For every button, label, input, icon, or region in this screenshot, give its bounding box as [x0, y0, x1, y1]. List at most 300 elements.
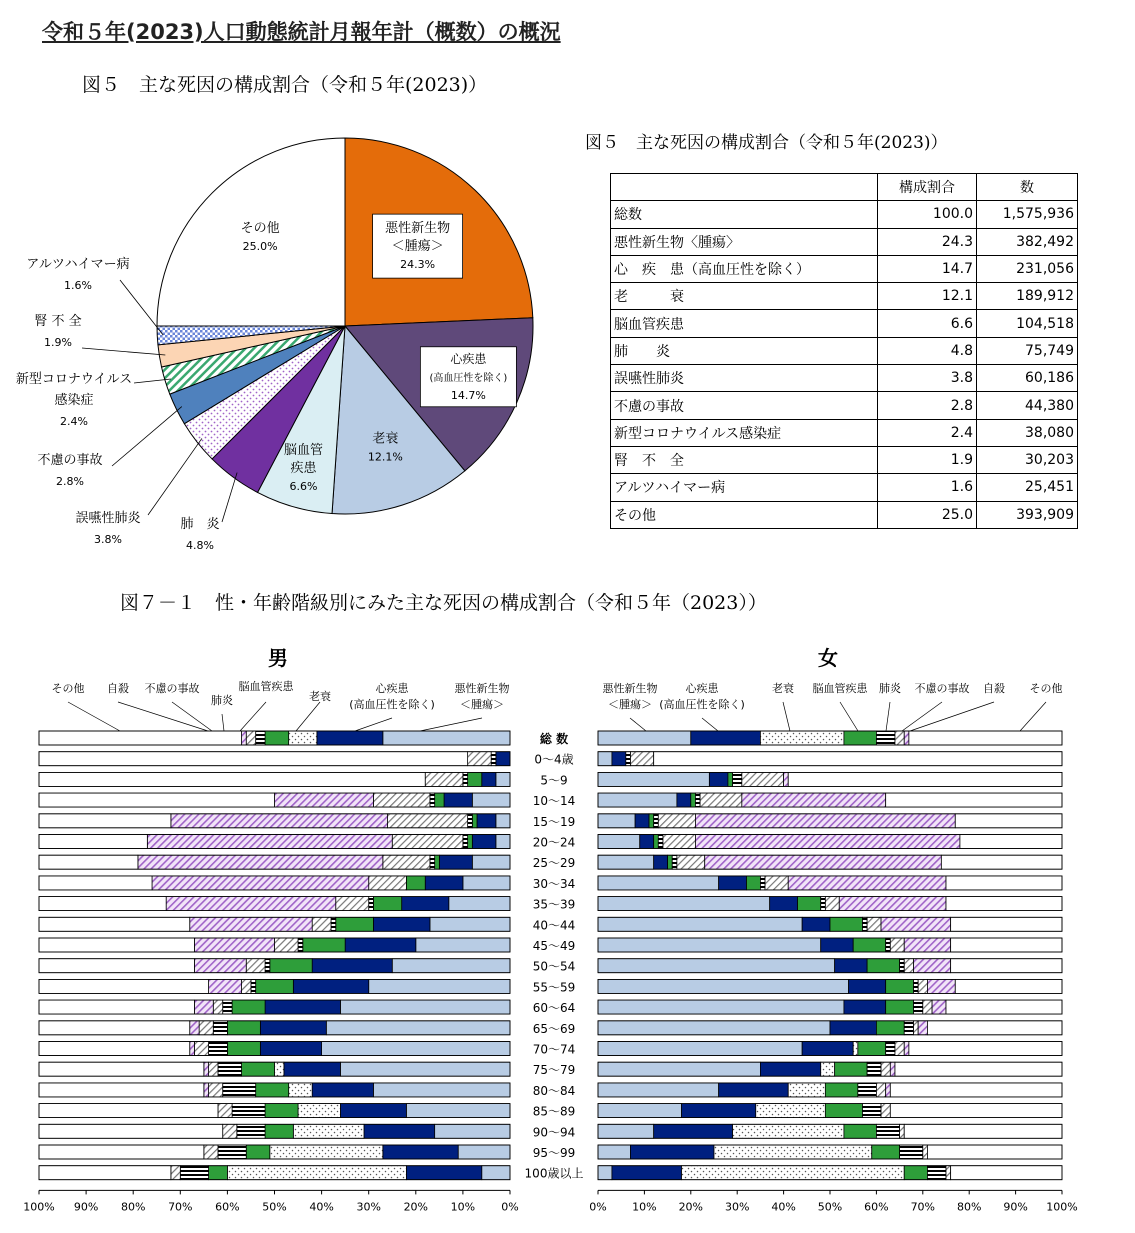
female-bar-heart — [630, 1145, 714, 1159]
figure7-1-title: 図７－１ 性・年齢階級別にみた主な死因の構成割合（令和５年（2023）） — [120, 592, 767, 614]
female-bar-accident — [663, 835, 695, 849]
male-legend-leader — [172, 702, 212, 731]
pie-label-other: その他 — [240, 221, 280, 237]
table-row — [611, 337, 1078, 364]
table-cell-pct: 24.3 — [878, 228, 977, 255]
female-bar-other — [955, 979, 1062, 993]
table-cell-cause: その他 — [611, 501, 878, 528]
female-bar-other — [890, 1104, 1062, 1118]
male-bar-stroke — [336, 917, 374, 931]
female-bar-stroke — [654, 835, 659, 849]
female-bar-suicide — [918, 1021, 927, 1035]
table-header-pct: 構成割合 — [878, 174, 977, 201]
male-bar-heart — [293, 979, 368, 993]
female-bar-suicide — [932, 1000, 946, 1014]
table-row — [611, 419, 1078, 446]
female-bar-cancer — [598, 731, 691, 745]
male-legend-leader — [222, 714, 224, 731]
male-legend-leader — [420, 718, 482, 731]
table-cell-pct: 2.4 — [878, 419, 977, 446]
pie-label-pneumonia: 4.8% — [186, 539, 214, 552]
female-bar-stroke — [798, 897, 821, 911]
female-bar-cancer — [598, 835, 640, 849]
male-bar-suicide — [204, 1062, 209, 1076]
male-bar-heart — [317, 731, 383, 745]
table-cell-pct: 25.0 — [878, 501, 977, 528]
male-bar-cancer — [340, 1000, 510, 1014]
row-label: 60～64 — [532, 1001, 576, 1016]
female-bar-other — [946, 876, 1062, 890]
female-bar-pneumonia — [760, 876, 765, 890]
male-bar-stroke — [270, 959, 312, 973]
female-bar-heart — [691, 731, 761, 745]
female-bar-accident — [658, 814, 695, 828]
male-bar-other — [39, 835, 147, 849]
male-bar-heart — [482, 772, 496, 786]
male-bar-other — [39, 1145, 204, 1159]
table-cell-pct: 1.9 — [878, 446, 977, 473]
table-cell-count: 60,186 — [977, 365, 1078, 392]
female-bar-cancer — [598, 897, 770, 911]
male-bar-other — [39, 731, 242, 745]
female-bar-pneumonia — [672, 855, 677, 869]
pie-label-other: 25.0% — [242, 240, 278, 254]
male-legend-label: 老衰 — [309, 690, 331, 703]
female-bar-senility — [733, 1124, 844, 1138]
male-bar-stroke — [472, 814, 477, 828]
male-bar-pneumonia — [430, 855, 435, 869]
table-cell-cause: 腎 不 全 — [611, 446, 878, 473]
female-bar-heart — [830, 1021, 876, 1035]
female-bar-accident — [630, 752, 653, 766]
female-bar-pneumonia — [900, 959, 905, 973]
table-title: 図５ 主な死因の構成割合（令和５年(2023)） — [585, 133, 948, 153]
female-bar-cancer — [598, 1042, 802, 1056]
male-legend-leader — [355, 718, 392, 731]
female-bar-accident — [904, 959, 913, 973]
female-bar-accident — [867, 917, 881, 931]
male-bar-accident — [246, 731, 255, 745]
female-bar-stroke — [867, 959, 899, 973]
female-legend-label: (高血圧性を除く) — [659, 698, 745, 711]
male-bar-accident — [468, 752, 492, 766]
table-cell-pct: 14.7 — [878, 255, 977, 282]
female-bar-pneumonia — [886, 1042, 895, 1056]
female-x-tick-label: 40% — [771, 1200, 796, 1214]
male-bar-heart — [340, 1104, 406, 1118]
female-bar-accident — [677, 855, 705, 869]
female-bar-stroke — [825, 1104, 862, 1118]
table-cell-count: 38,080 — [977, 419, 1078, 446]
row-label: 35～39 — [532, 897, 576, 912]
table-cell-pct: 3.8 — [878, 365, 977, 392]
female-bar-accident — [918, 979, 927, 993]
male-bar-senility — [289, 1083, 313, 1097]
male-bar-cancer — [458, 1145, 510, 1159]
male-bar-other — [39, 1062, 204, 1076]
female-bar-heart — [677, 793, 691, 807]
female-bar-suicide — [904, 938, 950, 952]
female-bar-other — [654, 752, 1062, 766]
male-bar-suicide — [194, 1000, 213, 1014]
row-label: 90～94 — [532, 1125, 576, 1140]
pie-label-covid: 新型コロナウイルス — [15, 372, 133, 387]
row-label: 30～34 — [532, 876, 576, 891]
female-bar-stroke — [858, 1042, 886, 1056]
male-bar-accident — [373, 793, 430, 807]
female-bar-pneumonia — [900, 1145, 923, 1159]
table-row — [611, 392, 1078, 419]
male-legend-leader — [118, 702, 208, 731]
female-bar-accident — [876, 1083, 885, 1097]
male-bar-heart — [265, 1000, 340, 1014]
female-bar-accident — [881, 1062, 890, 1076]
row-label: 85～89 — [532, 1104, 576, 1119]
table-cell-cause: 肺 炎 — [611, 337, 878, 364]
male-legend-label: 悪性新生物 — [454, 682, 510, 695]
male-x-tick-label: 60% — [215, 1200, 240, 1214]
female-bar-pneumonia — [858, 1083, 877, 1097]
male-bar-cancer — [496, 772, 510, 786]
row-label: 50～54 — [532, 959, 576, 974]
female-bar-senility — [714, 1145, 872, 1159]
male-legend-label: 自殺 — [107, 682, 129, 695]
female-bar-heart — [770, 897, 798, 911]
male-bar-accident — [383, 855, 430, 869]
female-bar-pneumonia — [862, 1104, 881, 1118]
table-cell-count: 75,749 — [977, 337, 1078, 364]
table-cell-pct: 100.0 — [878, 201, 977, 228]
male-bar-cancer — [416, 938, 510, 952]
table-row — [611, 446, 1078, 473]
table-cell-count: 44,380 — [977, 392, 1078, 419]
female-bar-stroke — [825, 1083, 857, 1097]
female-bar-cancer — [598, 938, 821, 952]
female-bar-heart — [682, 1104, 756, 1118]
female-bar-suicide — [886, 1083, 891, 1097]
male-bar-heart — [472, 835, 496, 849]
female-bar-stroke — [830, 917, 862, 931]
table-cell-count: 30,203 — [977, 446, 1078, 473]
male-x-tick-label: 70% — [168, 1200, 193, 1214]
female-bar-accident — [914, 1021, 919, 1035]
male-bar-other — [39, 1124, 223, 1138]
female-bar-stroke — [876, 1021, 904, 1035]
male-bar-heart — [406, 1166, 481, 1180]
male-bar-accident — [209, 1083, 223, 1097]
male-bar-pneumonia — [331, 917, 336, 931]
female-legend-label: ＜腫瘍＞ — [608, 698, 652, 711]
male-bar-heart — [444, 793, 472, 807]
female-bar-heart — [802, 1042, 853, 1056]
female-bar-accident — [700, 793, 742, 807]
pie-label-stroke: 疾患 — [290, 461, 317, 477]
male-bar-accident — [388, 814, 468, 828]
male-bar-heart — [260, 1021, 326, 1035]
female-bar-stroke — [691, 793, 696, 807]
table-cell-count: 25,451 — [977, 474, 1078, 501]
pie-leader-aspiration — [148, 438, 202, 515]
female-bar-cancer — [598, 1083, 719, 1097]
male-bar-suicide — [190, 1021, 199, 1035]
male-bar-cancer — [326, 1021, 510, 1035]
female-bar-pneumonia — [927, 1166, 946, 1180]
female-legend-leader — [910, 702, 994, 731]
male-bar-stroke — [209, 1166, 228, 1180]
female-bar-stroke — [668, 855, 673, 869]
male-bar-suicide — [204, 1083, 209, 1097]
female-legend-leader — [1020, 702, 1046, 731]
female-bar-cancer — [598, 855, 654, 869]
female-bar-pneumonia — [914, 1000, 923, 1014]
pie-label-cancer: 悪性新生物 — [385, 221, 451, 237]
male-bar-cancer — [472, 793, 510, 807]
male-bar-heart — [496, 752, 510, 766]
male-bar-senility — [227, 1166, 406, 1180]
female-bar-other — [927, 1145, 1062, 1159]
male-bar-accident — [209, 1062, 218, 1076]
male-bar-other — [39, 752, 468, 766]
male-legend-leader — [240, 702, 266, 731]
female-bar-stroke — [853, 938, 885, 952]
female-bar-cancer — [598, 1166, 612, 1180]
female-bar-other — [946, 897, 1062, 911]
table-header-blank — [611, 174, 878, 201]
table-cell-pct: 6.6 — [878, 310, 977, 337]
male-bar-pneumonia — [468, 814, 473, 828]
male-bar-stroke — [232, 1000, 265, 1014]
male-bar-cancer — [430, 917, 510, 931]
table-row — [611, 283, 1078, 310]
male-bar-other — [39, 1042, 190, 1056]
female-bar-other — [951, 1166, 1062, 1180]
female-bar-pneumonia — [654, 814, 659, 828]
female-bar-pneumonia — [658, 835, 663, 849]
female-bar-stroke — [886, 1000, 914, 1014]
female-legend-label: 脳血管疾患 — [812, 682, 868, 695]
male-bar-other — [39, 1104, 218, 1118]
pie-label-heart: (高血圧性を除く) — [429, 372, 508, 384]
female-x-tick-label: 70% — [910, 1200, 936, 1214]
female-legend-leader — [840, 702, 858, 731]
male-bar-pneumonia — [180, 1166, 208, 1180]
female-bar-suicide — [788, 876, 946, 890]
female-bar-other — [941, 855, 1062, 869]
male-bar-cancer — [406, 1104, 510, 1118]
male-bar-suicide — [275, 793, 374, 807]
table-header-row — [611, 174, 1078, 201]
male-bar-pneumonia — [463, 772, 468, 786]
female-bar-heart — [849, 979, 886, 993]
female-bar-heart — [719, 876, 747, 890]
male-bar-stroke — [468, 772, 482, 786]
male-bar-other — [39, 1000, 194, 1014]
pie-label-pneumonia: 肺 炎 — [180, 517, 220, 532]
male-bar-heart — [425, 876, 463, 890]
male-bar-stroke — [303, 938, 345, 952]
figure5-title: 図５ 主な死因の構成割合（令和５年(2023)） — [82, 74, 488, 96]
pie-label-aspiration: 誤嚥性肺炎 — [75, 511, 141, 526]
female-bar-heart — [709, 772, 728, 786]
pie-label-alzheimer: アルツハイマー病 — [26, 257, 130, 272]
male-bar-other — [39, 772, 425, 786]
male-bar-cancer — [449, 897, 510, 911]
female-bar-senility — [682, 1166, 905, 1180]
table-cell-cause: 総数 — [611, 201, 878, 228]
male-bar-stroke — [227, 1021, 260, 1035]
female-bar-other — [886, 793, 1062, 807]
female-legend-leader — [702, 718, 718, 731]
female-bar-other — [951, 917, 1062, 931]
male-bar-cancer — [496, 835, 510, 849]
male-legend-label: 不慮の事故 — [144, 682, 200, 695]
male-x-tick-label: 100% — [23, 1200, 55, 1214]
female-bar-stroke — [844, 731, 876, 745]
female-x-tick-label: 50% — [817, 1200, 843, 1214]
male-bar-accident — [369, 876, 407, 890]
female-bar-other — [946, 1000, 1062, 1014]
male-bar-stroke — [468, 835, 473, 849]
female-legend-label: 心疾患 — [685, 682, 719, 695]
row-label: 0～4歳 — [534, 752, 574, 767]
male-bar-heart — [260, 1042, 321, 1056]
female-bar-stroke — [844, 1124, 876, 1138]
female-bar-other — [909, 731, 1062, 745]
male-bar-suicide — [194, 938, 274, 952]
female-bar-other — [890, 1083, 1062, 1097]
female-bar-heart — [612, 752, 626, 766]
male-legend-label: 脳血管疾患 — [238, 680, 294, 693]
female-bar-cancer — [598, 772, 709, 786]
female-bar-cancer — [598, 876, 719, 890]
male-bar-pneumonia — [369, 897, 374, 911]
male-legend-label: 肺炎 — [211, 694, 233, 707]
table-row — [611, 365, 1078, 392]
male-bar-cancer — [472, 855, 510, 869]
female-legend-label: その他 — [1029, 682, 1063, 695]
female-bar-heart — [640, 835, 654, 849]
male-bar-accident — [246, 959, 265, 973]
male-bar-accident — [336, 897, 369, 911]
male-bar-accident — [312, 917, 331, 931]
male-bar-other — [39, 1021, 190, 1035]
female-bar-pneumonia — [876, 1124, 899, 1138]
male-bar-pneumonia — [251, 979, 256, 993]
female-x-tick-label: 10% — [632, 1200, 657, 1214]
male-bar-pneumonia — [232, 1104, 265, 1118]
male-panel-title: 男 — [268, 646, 288, 670]
male-bar-heart — [477, 814, 496, 828]
female-bar-suicide — [695, 835, 959, 849]
male-bar-other — [39, 1083, 204, 1097]
pie-label-senility: 12.1% — [367, 450, 403, 464]
female-bar-pneumonia — [886, 938, 891, 952]
male-bar-accident — [194, 1042, 208, 1056]
row-label: 25～29 — [532, 856, 576, 871]
male-x-tick-label: 50% — [262, 1200, 287, 1214]
row-label: 10～14 — [532, 794, 576, 809]
male-bar-stroke — [265, 731, 289, 745]
male-bar-pneumonia — [213, 1021, 227, 1035]
male-bar-other — [39, 917, 190, 931]
pie-label-alzheimer: 1.6% — [64, 279, 92, 292]
female-legend-label: 老衰 — [772, 682, 794, 695]
female-bar-pneumonia — [876, 731, 895, 745]
table-cell-count: 189,912 — [977, 283, 1078, 310]
female-bar-accident — [923, 1145, 928, 1159]
male-bar-stroke — [256, 1083, 289, 1097]
male-bar-heart — [402, 897, 449, 911]
female-bar-cancer — [598, 814, 635, 828]
table-cell-pct: 4.8 — [878, 337, 977, 364]
male-bar-suicide — [152, 876, 369, 890]
pie-label-heart: 心疾患 — [450, 351, 487, 366]
female-legend-label: 肺炎 — [879, 682, 901, 695]
female-bar-heart — [719, 1083, 789, 1097]
male-bar-stroke — [265, 1124, 293, 1138]
table-header-count: 数 — [977, 174, 1078, 201]
male-bar-heart — [345, 938, 416, 952]
table-cell-cause: 不慮の事故 — [611, 392, 878, 419]
female-bar-heart — [654, 1124, 733, 1138]
table-row — [611, 201, 1078, 228]
female-bar-senility — [853, 1042, 858, 1056]
male-bar-stroke — [435, 793, 444, 807]
page-title: 令和５年(2023)人口動態統計月報年計（概数）の概況 — [42, 20, 561, 44]
male-bar-accident — [199, 1021, 213, 1035]
table-cell-cause: 悪性新生物〈腫瘍〉 — [611, 228, 878, 255]
male-bar-accident — [218, 1104, 232, 1118]
female-bar-accident — [900, 1124, 905, 1138]
male-bar-accident — [275, 938, 299, 952]
male-bar-pneumonia — [223, 1083, 256, 1097]
male-bar-accident — [425, 772, 463, 786]
female-bar-heart — [612, 1166, 682, 1180]
male-bar-pneumonia — [463, 835, 468, 849]
table-row — [611, 310, 1078, 337]
male-bar-other — [39, 793, 275, 807]
female-bar-pneumonia — [862, 917, 867, 931]
female-panel-title: 女 — [818, 646, 838, 670]
female-bar-pneumonia — [695, 793, 700, 807]
female-bar-heart — [835, 959, 867, 973]
pie-label-stroke: 6.6% — [289, 480, 318, 494]
female-bar-cancer — [598, 1000, 844, 1014]
female-bar-suicide — [705, 855, 942, 869]
female-bar-heart — [821, 938, 853, 952]
female-legend-label: 自殺 — [983, 682, 1005, 695]
male-bar-cancer — [392, 959, 510, 973]
male-bar-suicide — [171, 814, 388, 828]
table-cell-cause: 老 衰 — [611, 283, 878, 310]
female-bar-pneumonia — [626, 752, 631, 766]
male-bar-suicide — [138, 855, 383, 869]
table-cell-count: 231,056 — [977, 255, 1078, 282]
table-row — [611, 501, 1078, 528]
male-bar-stroke — [373, 897, 401, 911]
male-bar-senility — [275, 1062, 284, 1076]
female-bar-pneumonia — [733, 772, 742, 786]
female-legend-label: 悪性新生物 — [602, 682, 658, 695]
male-x-tick-label: 80% — [120, 1200, 146, 1214]
female-bar-other — [927, 1021, 1062, 1035]
male-bar-heart — [439, 855, 472, 869]
male-legend-leader — [296, 702, 320, 731]
male-bar-heart — [312, 959, 392, 973]
table-row — [611, 255, 1078, 282]
female-bar-cancer — [598, 1124, 654, 1138]
female-bar-suicide — [904, 1042, 909, 1056]
